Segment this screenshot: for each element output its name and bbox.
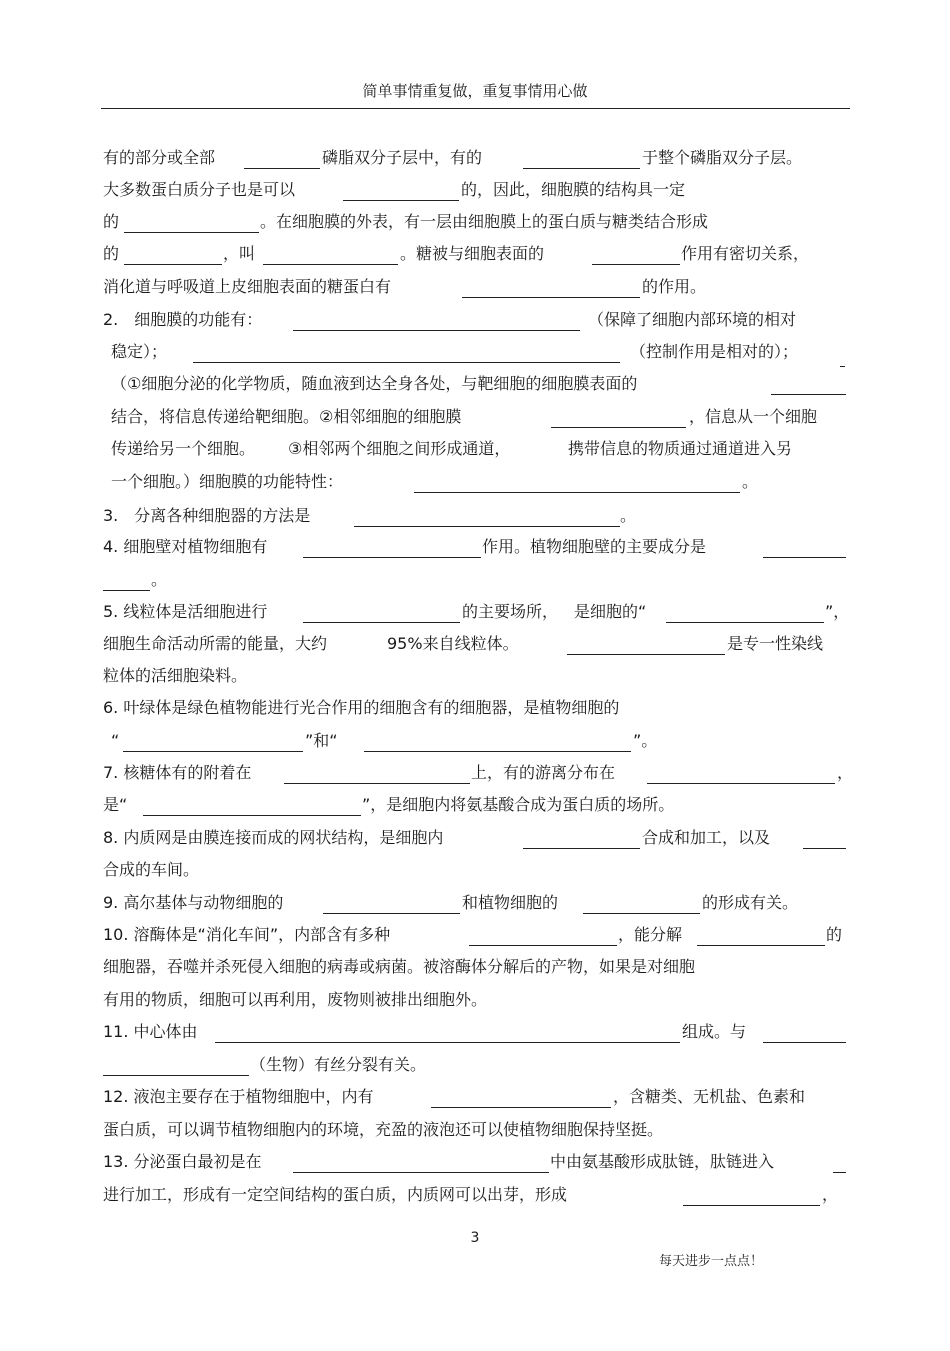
- text-segment: 组成。与: [682, 1022, 747, 1041]
- text-segment: 4. 细胞壁对植物细胞有: [103, 537, 268, 556]
- fill-blank[interactable]: [103, 590, 150, 591]
- text-segment: 作用。植物细胞壁的主要成分是: [482, 537, 707, 556]
- text-segment: 11. 中心体由: [103, 1022, 198, 1041]
- text-segment: （生物）有丝分裂有关。: [250, 1055, 427, 1074]
- text-segment: 粒体的活细胞染料。: [103, 666, 248, 685]
- text-segment: 是专一性染线: [727, 634, 824, 653]
- fill-blank[interactable]: [343, 200, 459, 201]
- fill-blank[interactable]: [469, 945, 617, 946]
- fill-blank[interactable]: [293, 1172, 549, 1173]
- fill-blank[interactable]: [124, 264, 222, 265]
- fill-blank[interactable]: [592, 264, 680, 265]
- text-segment: 携带信息的物质通过通道进入另: [568, 439, 793, 458]
- text-segment: “: [111, 731, 120, 750]
- fill-blank[interactable]: [143, 815, 361, 816]
- fill-blank[interactable]: [803, 848, 846, 849]
- text-segment: ，含糖类、无机盐、色素和: [613, 1087, 806, 1106]
- text-segment: 有用的物质，细胞可以再利用，废物则被排出细胞外。: [103, 990, 488, 1009]
- text-segment: ”，是细胞内将氨基酸合成为蛋白质的场所。: [362, 795, 675, 814]
- text-segment: （①细胞分泌的化学物质，随血液到达全身各处，与靶细胞的细胞膜表面的: [111, 374, 638, 393]
- text-segment: 是“: [103, 795, 128, 814]
- text-segment: 结合，将信息传递给靶细胞。②相邻细胞的细胞膜: [111, 407, 462, 426]
- text-segment: 作用有密切关系，: [681, 244, 810, 263]
- text-segment: 。在细胞膜的外表，有一层由细胞膜上的蛋白质与糖类结合形成: [260, 212, 709, 231]
- text-segment: ”，: [825, 602, 850, 621]
- fill-blank[interactable]: [244, 168, 320, 169]
- text-segment: ”。: [633, 731, 658, 750]
- text-segment: 。糖被与细胞表面的: [400, 244, 545, 263]
- fill-blank[interactable]: [523, 168, 640, 169]
- fill-blank[interactable]: [771, 394, 846, 395]
- text-segment: 合成和加工，以及: [642, 828, 771, 847]
- text-segment: 消化道与呼吸道上皮细胞表面的糖蛋白有: [103, 277, 392, 296]
- text-segment: ③相邻两个细胞之间形成通道，: [288, 439, 511, 458]
- text-segment: 的: [826, 925, 843, 944]
- text-segment: 。: [620, 506, 637, 525]
- text-segment: 2. 细胞膜的功能有：: [103, 310, 263, 329]
- page-header: 简单事情重复做，重复事情用心做: [362, 82, 588, 100]
- text-segment: 和植物细胞的: [462, 893, 559, 912]
- text-segment: 细胞器，吞噬并杀死侵入细胞的病毒或病菌。被溶酶体分解后的产物，如果是对细胞: [103, 957, 696, 976]
- text-segment: 的，因此，细胞膜的结构具一定: [461, 180, 686, 199]
- fill-blank[interactable]: [354, 526, 620, 527]
- text-segment: 。: [151, 570, 168, 589]
- fill-blank[interactable]: [462, 297, 640, 298]
- fill-blank[interactable]: [551, 427, 686, 428]
- text-segment: 稳定）；: [111, 342, 168, 361]
- header-divider: [101, 108, 850, 109]
- text-segment: ，能分解: [618, 925, 683, 944]
- text-segment: 中由氨基酸形成肽链，肽链进入: [550, 1152, 775, 1171]
- fill-blank[interactable]: [763, 1042, 846, 1043]
- text-segment: （控制作用是相对的）；: [630, 342, 799, 361]
- text-segment: 。: [742, 472, 759, 491]
- text-segment: ，: [837, 763, 854, 782]
- text-segment: 有的部分或全部: [103, 148, 216, 167]
- fill-blank[interactable]: [414, 492, 740, 493]
- text-segment: ”和“: [305, 731, 338, 750]
- text-segment: 传递给另一个细胞。: [111, 439, 256, 458]
- fill-blank[interactable]: [215, 1042, 680, 1043]
- text-segment: 是细胞的“: [574, 602, 647, 621]
- fill-blank[interactable]: [103, 1075, 249, 1076]
- text-segment: 上，有的游离分布在: [471, 763, 616, 782]
- text-segment: 大多数蛋白质分子也是可以: [103, 180, 296, 199]
- page-footer: 每天进步一点点！: [659, 1254, 764, 1269]
- text-segment: 9. 高尔基体与动物细胞的: [103, 893, 284, 912]
- page-number: 3: [470, 1230, 480, 1246]
- fill-blank[interactable]: [763, 557, 846, 558]
- text-segment: 合成的车间。: [103, 860, 200, 879]
- text-segment: 的形成有关。: [702, 893, 799, 912]
- text-segment: 的作用。: [642, 277, 707, 296]
- text-segment: （保障了细胞内部环境的相对: [588, 310, 797, 329]
- fill-blank[interactable]: [683, 1205, 820, 1206]
- text-segment: 5. 线粒体是活细胞进行: [103, 602, 268, 621]
- text-segment: ，叫: [223, 244, 256, 263]
- text-segment: 进行加工，形成有一定空间结构的蛋白质，内质网可以出芽，形成: [103, 1185, 568, 1204]
- text-segment: 12. 液泡主要存在于植物细胞中，内有: [103, 1087, 374, 1106]
- fill-blank[interactable]: [697, 945, 825, 946]
- text-segment: ，: [822, 1185, 839, 1204]
- fill-blank[interactable]: [193, 362, 620, 363]
- text-segment: 8. 内质网是由膜连接而成的网状结构，是细胞内: [103, 828, 444, 847]
- text-segment: 10. 溶酶体是“消化车间”，内部含有多种: [103, 925, 391, 944]
- fill-blank[interactable]: [123, 751, 303, 752]
- text-segment: 的: [103, 212, 120, 231]
- fill-blank[interactable]: [303, 622, 460, 623]
- text-segment: 7. 核糖体有的附着在: [103, 763, 252, 782]
- text-segment: 13. 分泌蛋白最初是在: [103, 1152, 262, 1171]
- fill-blank[interactable]: [284, 783, 470, 784]
- text-segment: 蛋白质，可以调节植物细胞内的环境，充盈的液泡还可以使植物细胞保持坚挺。: [103, 1120, 664, 1139]
- fill-blank[interactable]: [124, 232, 259, 233]
- fill-blank[interactable]: [583, 913, 700, 914]
- text-segment: ，信息从一个细胞: [689, 407, 818, 426]
- text-segment: 磷脂双分子层中，有的: [322, 148, 483, 167]
- text-segment: 细胞生命活动所需的能量，大约: [103, 634, 328, 653]
- fill-blank[interactable]: [523, 848, 640, 849]
- fill-blank[interactable]: [567, 654, 725, 655]
- fill-blank[interactable]: [323, 913, 460, 914]
- text-segment: 6. 叶绿体是绿色植物能进行光合作用的细胞含有的细胞器，是植物细胞的: [103, 698, 620, 717]
- fill-blank[interactable]: [431, 1107, 611, 1108]
- fill-blank[interactable]: [303, 557, 481, 558]
- fill-blank[interactable]: [666, 622, 824, 623]
- fill-blank[interactable]: [833, 1172, 846, 1173]
- text-segment: 的: [103, 244, 120, 263]
- fill-blank[interactable]: [293, 330, 580, 331]
- fill-blank[interactable]: [364, 751, 631, 752]
- text-segment: 3. 分离各种细胞器的方法是: [103, 506, 311, 525]
- text-segment: 一个细胞。）细胞膜的功能特性：: [111, 472, 344, 491]
- text-segment: 的主要场所，: [462, 602, 559, 621]
- fill-blank[interactable]: [263, 264, 398, 265]
- text-segment: 于整个磷脂双分子层。: [642, 148, 803, 167]
- text-segment: 95%来自线粒体。: [387, 634, 519, 653]
- fill-blank[interactable]: [647, 783, 835, 784]
- margin-mark: [840, 366, 845, 367]
